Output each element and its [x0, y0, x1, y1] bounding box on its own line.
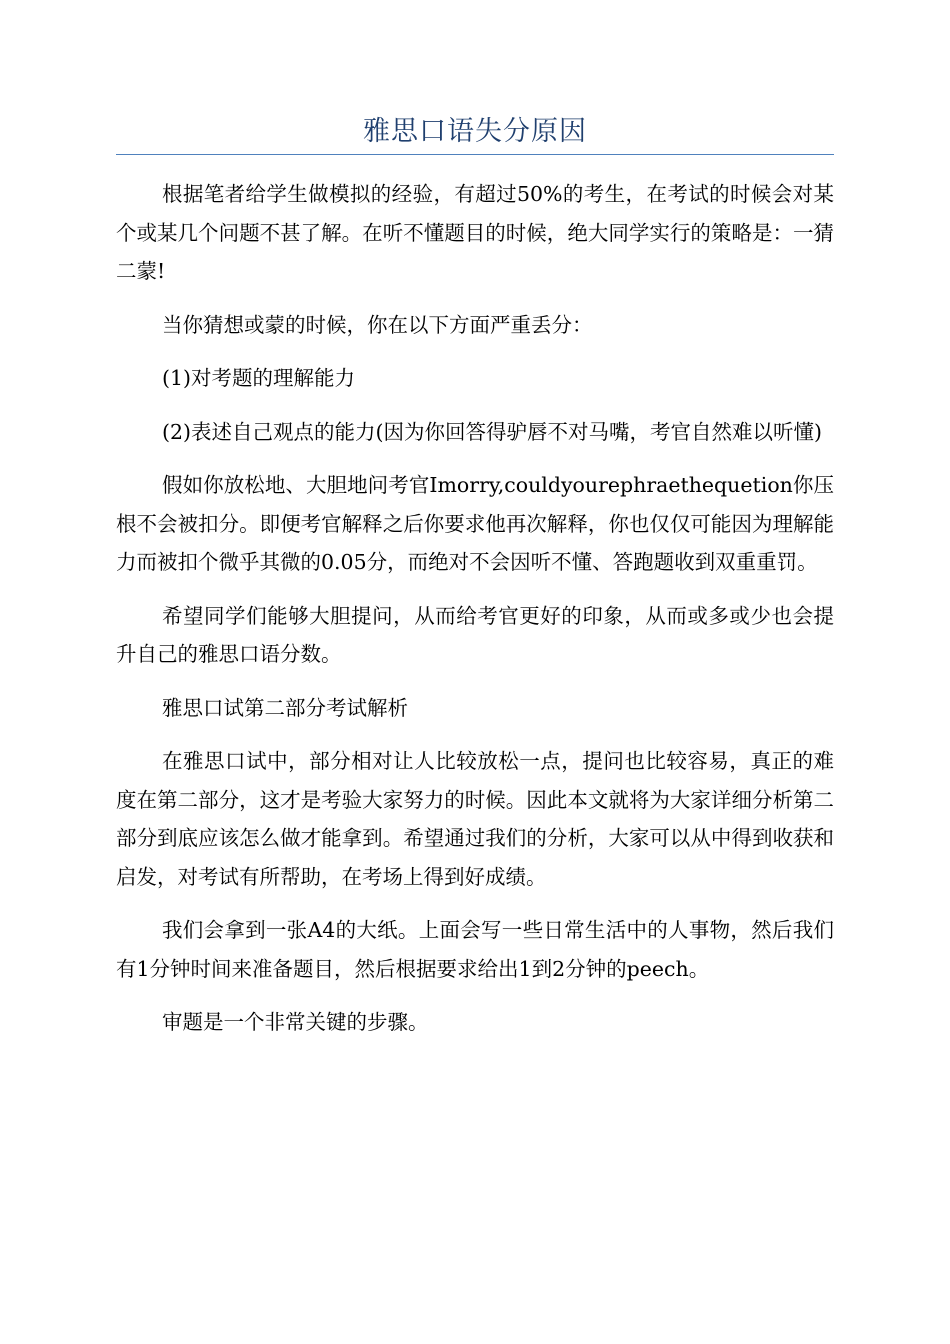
paragraph: 根据笔者给学生做模拟的经验，有超过50%的考生，在考试的时候会对某个或某几个问题不甚了解。在听不懂题目的时候，绝大同学实行的策略是：一猜二蒙! — [116, 182, 834, 283]
paragraph: 我们会拿到一张A4的大纸。上面会写一些日常生活中的人事物，然后我们有1分钟时间来准备题目，然后根据要求给出1到2分钟的peech。 — [116, 918, 834, 981]
paragraph: 审题是一个非常关键的步骤。 — [162, 1010, 429, 1034]
paragraph: 假如你放松地、大胆地问考官Imorry,couldyourephraethequetion你压根不会被扣分。即便考官解释之后你要求他再次解释，你也仅仅可能因为理解能力而被扣个微乎其微的0.05分，而绝对不会因听不懂、答跑题收到双重重罚。 — [116, 473, 834, 574]
paragraph: 当你猜想或蒙的时候，你在以下方面严重丢分： — [162, 312, 593, 337]
paragraph: (2)表述自己观点的能力(因为你回答得驴唇不对马嘴，考官自然难以听懂) — [162, 419, 823, 444]
document-title: 雅思口语失分原因 — [363, 116, 587, 147]
paragraph: (1)对考题的理解能力 — [162, 366, 356, 390]
section-heading: 雅思口试第二部分考试解析 — [162, 695, 408, 720]
title-underline — [116, 154, 834, 155]
paragraph: 在雅思口试中，部分相对让人比较放松一点，提问也比较容易，真正的难度在第二部分，这才是考验大家努力的时候。因此本文就将为大家详细分析第二部分到底应该怎么做才能拿到。希望通过我们的分析，大家可以从中得到收获和启发，对考试有所帮助，在考场上得到好成绩。 — [116, 749, 834, 889]
document-body — [116, 175, 834, 1057]
paragraph: 希望同学们能够大胆提问，从而给考官更好的印象，从而或多或少也会提升自己的雅思口语分数。 — [116, 603, 834, 666]
